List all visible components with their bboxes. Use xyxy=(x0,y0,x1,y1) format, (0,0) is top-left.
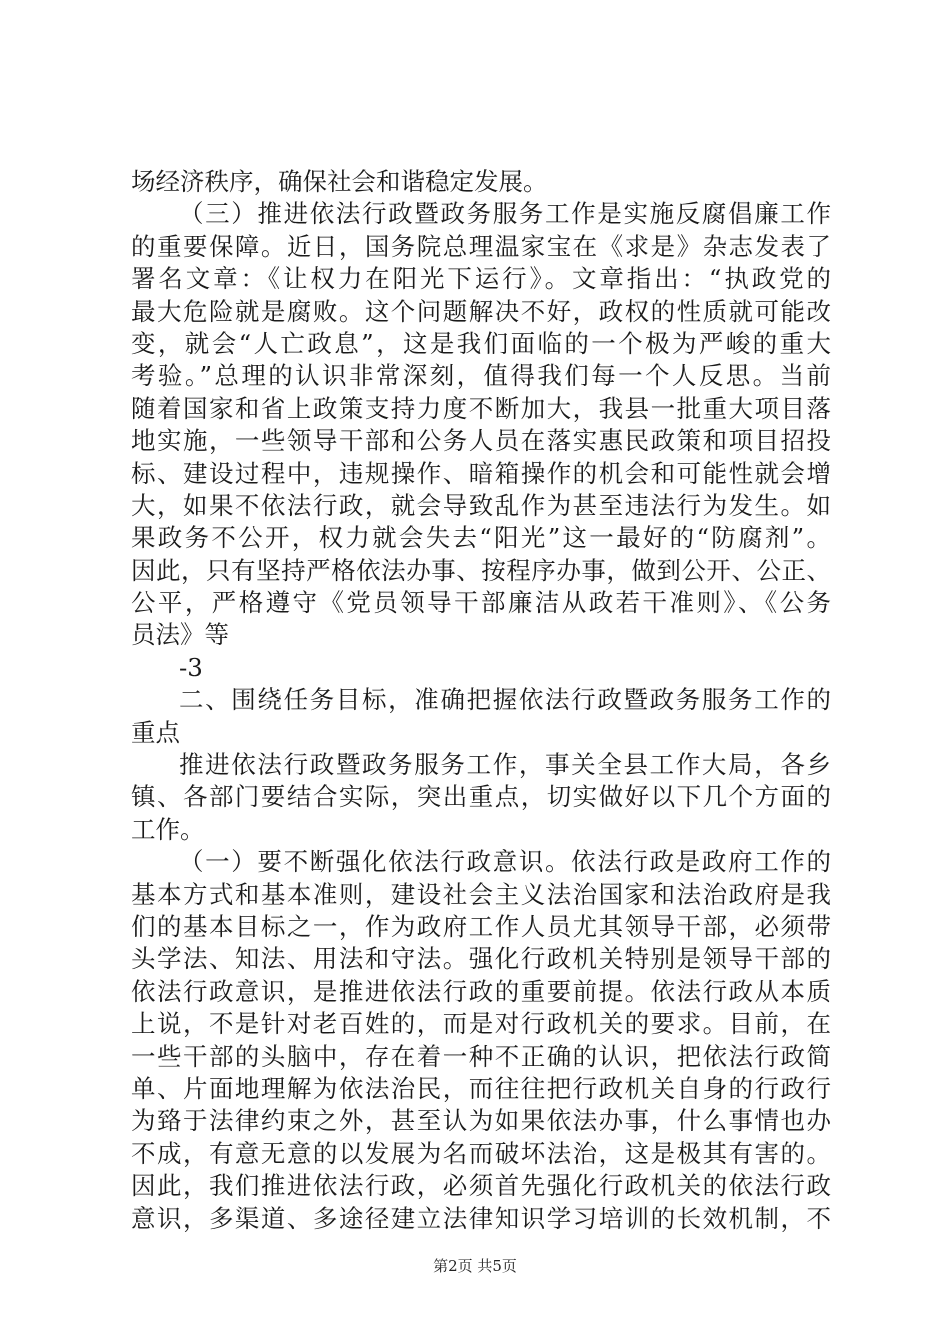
text-line: 随着国家和省上政策支持力度不断加大，我县一批重大项目落 xyxy=(131,393,831,423)
text-line: 工作。 xyxy=(131,814,205,844)
text-line: 因此，我们推进依法行政，必须首先强化行政机关的依法行政 xyxy=(131,1171,831,1201)
text-line: 镇、各部门要结合实际，突出重点，切实做好以下几个方面的 xyxy=(131,782,831,812)
text-line: 地实施，一些领导干部和公务人员在落实惠民政策和项目招投 xyxy=(131,426,831,456)
page-footer: 第2页 共5页 xyxy=(433,1257,517,1275)
text-line: 大，如果不依法行政，就会导致乱作为甚至违法行为发生。如 xyxy=(131,490,831,520)
text-line: 因此，只有坚持严格依法办事、按程序办事，做到公开、公正、 xyxy=(131,555,831,585)
text-line: （三）推进依法行政暨政务服务工作是实施反腐倡廉工作 xyxy=(179,199,831,229)
text-line: 依法行政意识，是推进依法行政的重要前提。依法行政从本质 xyxy=(131,976,831,1006)
text-line: （一）要不断强化依法行政意识。依法行政是政府工作的 xyxy=(179,847,831,877)
text-line: 公平，严格遵守《党员领导干部廉洁从政若干准则》、《公务 xyxy=(131,588,831,618)
text-line: 二、围绕任务目标，准确把握依法行政暨政务服务工作的 xyxy=(179,685,831,715)
text-line: 为臵于法律约束之外，甚至认为如果依法办事，什么事情也办 xyxy=(131,1106,831,1136)
text-line: 重点 xyxy=(131,717,180,747)
text-line: 头学法、知法、用法和守法。强化行政机关特别是领导干部的 xyxy=(131,944,831,974)
text-line: 考验。”总理的认识非常深刻，值得我们每一个人反思。当前 xyxy=(131,361,831,391)
text-line: 署名文章：《让权力在阳光下运行》。文章指出：“执政党的 xyxy=(131,264,831,294)
text-line: -3 xyxy=(179,652,203,682)
text-line: 推进依法行政暨政务服务工作，事关全县工作大局，各乡 xyxy=(179,750,831,780)
text-line: 不成，有意无意的以发展为名而破坏法治，这是极其有害的。 xyxy=(131,1138,831,1168)
text-line: 最大危险就是腐败。这个问题解决不好，政权的性质就可能改 xyxy=(131,296,831,326)
text-line: 一些干部的头脑中，存在着一种不正确的认识，把依法行政简 xyxy=(131,1041,831,1071)
text-line: 果政务不公开，权力就会失去“阳光”这一最好的“防腐剂”。 xyxy=(131,523,831,553)
text-line: 上说，不是针对老百姓的，而是对行政机关的要求。目前，在 xyxy=(131,1009,831,1039)
text-line: 标、建设过程中，违规操作、暗箱操作的机会和可能性就会增 xyxy=(131,458,831,488)
text-line: 的重要保障。近日，国务院总理温家宝在《求是》杂志发表了 xyxy=(131,231,831,261)
text-line: 基本方式和基本准则，建设社会主义法治国家和法治政府是我 xyxy=(131,879,831,909)
text-line: 们的基本目标之一，作为政府工作人员尤其领导干部，必须带 xyxy=(131,911,831,941)
document-body xyxy=(131,166,831,1235)
text-line: 员法》等 xyxy=(131,620,229,650)
text-line: 变，就会“人亡政息”，这是我们面临的一个极为严峻的重大 xyxy=(131,328,831,358)
text-line: 意识，多渠道、多途径建立法律知识学习培训的长效机制，不 xyxy=(131,1203,831,1233)
text-line: 单、片面地理解为依法治民，而往往把行政机关自身的行政行 xyxy=(131,1073,831,1103)
text-line: 场经济秩序，确保社会和谐稳定发展。 xyxy=(131,167,548,196)
